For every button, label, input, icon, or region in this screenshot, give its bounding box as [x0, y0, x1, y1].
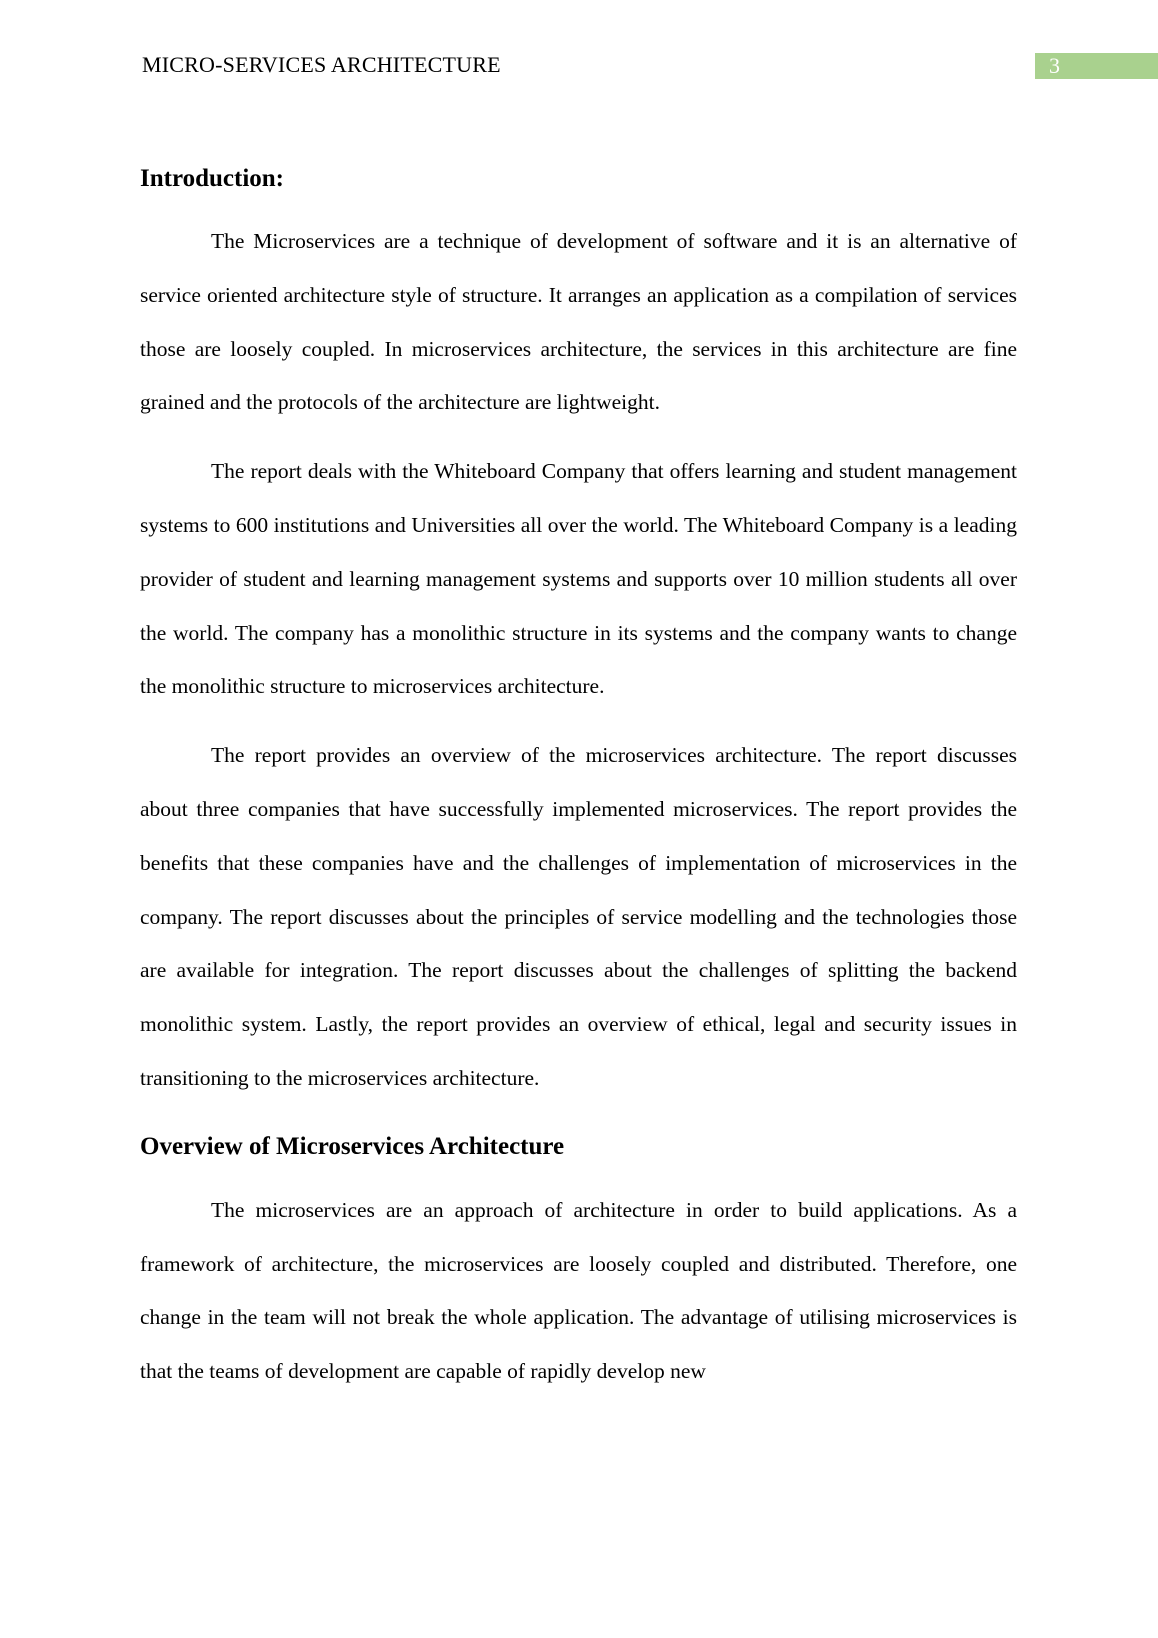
intro-paragraph-1: The Microservices are a technique of development of software and it is an alternative of service oriented architecture style of structure. It arranges an application as a compilation of services those are loosely coupled. In microservices architecture, the services in this architecture are fine grained and the protocols of the architecture are lightweight.	[140, 229, 1017, 415]
intro-paragraph-2: The report deals with the Whiteboard Company that offers learning and student management systems to 600 institutions and Universities all over the world. The Whiteboard Company is a leading provider of student and learning management systems and supports over 10 million students all over the world. The company has a monolithic structure in its systems and the company wants to change the monolithic structure to microservices architecture.	[140, 459, 1017, 699]
section-heading-overview: Overview of Microservices Architecture	[140, 1132, 565, 1160]
overview-paragraph-1: The microservices are an approach of architecture in order to build applications. As a framework of architecture, the microservices are loosely coupled and distributed. Therefore, one change in the team will not break the whole application. The advantage of utilising microservices is that the teams of development are capable of rapidly develop new	[140, 1197, 1017, 1384]
section-heading-introduction: Introduction:	[140, 165, 285, 192]
document-body	[140, 160, 1017, 1414]
page-number: 3	[1049, 53, 1060, 78]
running-head: MICRO-SERVICES ARCHITECTURE	[142, 52, 501, 77]
page-number-badge	[1035, 53, 1158, 79]
intro-paragraph-3: The report provides an overview of the microservices architecture. The report discusses about three companies that have successfully implemented microservices. The report provides the benefits that these companies have and the challenges of implementation of microservices in the company. The report discusses about the principles of service modelling and the technologies those are available for integration. The report discusses about the challenges of splitting the backend monolithic system. Lastly, the report provides an overview of ethical, legal and security issues in transitioning to the microservices architecture.	[140, 743, 1017, 1090]
